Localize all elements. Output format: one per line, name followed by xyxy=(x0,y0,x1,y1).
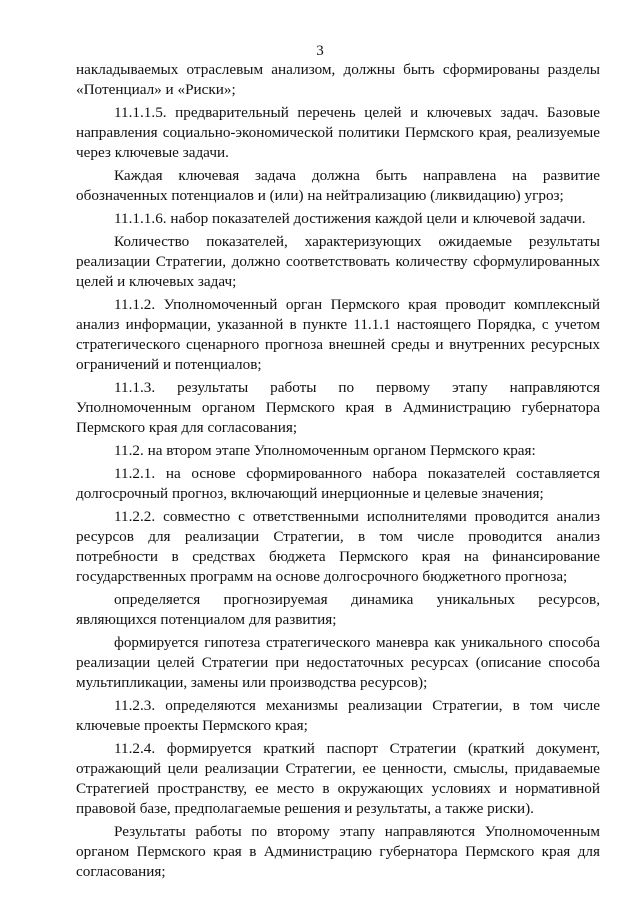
paragraph-key-task-direction: Каждая ключевая задача должна быть направлена на развитие обозначенных потенциалов и (или) на нейтрализацию (ликвидацию) угроз; xyxy=(76,167,600,204)
document-body xyxy=(76,60,600,885)
paragraph-11-1-1-6: 11.1.1.6. набор показателей достижения каждой цели и ключевой задачи. xyxy=(114,210,586,227)
paragraph-resource-dynamics: определяется прогнозируемая динамика уникальных ресурсов, являющихся потенциалом для развития; xyxy=(76,591,600,628)
paragraph-11-1-3: 11.1.3. результаты работы по первому этапу направляются Уполномоченным органом Пермского края в Администрацию губернатора Пермского края для согласования; xyxy=(76,379,600,436)
paragraph-11-2-1: 11.2.1. на основе сформированного набора показателей составляется долгосрочный прогноз, включающий инерционные и целевые значения; xyxy=(76,465,600,502)
paragraph-second-stage-results: Результаты работы по второму этапу направляются Уполномоченным органом Пермского края в Администрацию губернатора Пермского края для согласования; xyxy=(76,823,600,880)
paragraph-strategic-maneuver: формируется гипотеза стратегического маневра как уникального способа реализации целей Стратегии при недостаточных ресурсах (описание способа мультипликации, замены или производства ресурсов); xyxy=(76,634,600,691)
paragraph-11-1-2: 11.1.2. Уполномоченный орган Пермского края проводит комплексный анализ информации, указанной в пункте 11.1.1 настоящего Порядка, с учетом стратегического сценарного прогноза внешней среды и внутренних ресурсных ограничений и потенциалов; xyxy=(76,296,600,373)
page-number: 3 xyxy=(316,43,324,59)
paragraph-continuation: накладываемых отраслевым анализом, должны быть сформированы разделы «Потенциал» и «Риски»; xyxy=(76,61,600,98)
paragraph-11-2-2: 11.2.2. совместно с ответственными исполнителями проводится анализ ресурсов для реализации Стратегии, в том числе проводится анализ потребности в средствах бюджета Пермского края на финансирование государственных программ на основе долгосрочного бюджетного прогноза; xyxy=(76,508,600,585)
paragraph-11-2: 11.2. на втором этапе Уполномоченным органом Пермского края: xyxy=(114,442,536,459)
paragraph-11-1-1-5: 11.1.1.5. предварительный перечень целей и ключевых задач. Базовые направления социально-экономической политики Пермского края, реализуемые через ключевые задачи. xyxy=(76,104,600,161)
paragraph-indicator-count: Количество показателей, характеризующих ожидаемые результаты реализации Стратегии, должно соответствовать количеству сформулированных целей и ключевых задач; xyxy=(76,233,600,290)
paragraph-11-2-3: 11.2.3. определяются механизмы реализации Стратегии, в том числе ключевые проекты Пермского края; xyxy=(76,697,600,734)
paragraph-11-2-4: 11.2.4. формируется краткий паспорт Стратегии (краткий документ, отражающий цели реализации Стратегии, ее ценности, смыслы, придаваемые Стратегией пространству, ее место в окружающих условиях и нормативной правовой базе, предполагаемые решения и результаты, а также риски). xyxy=(76,740,600,817)
